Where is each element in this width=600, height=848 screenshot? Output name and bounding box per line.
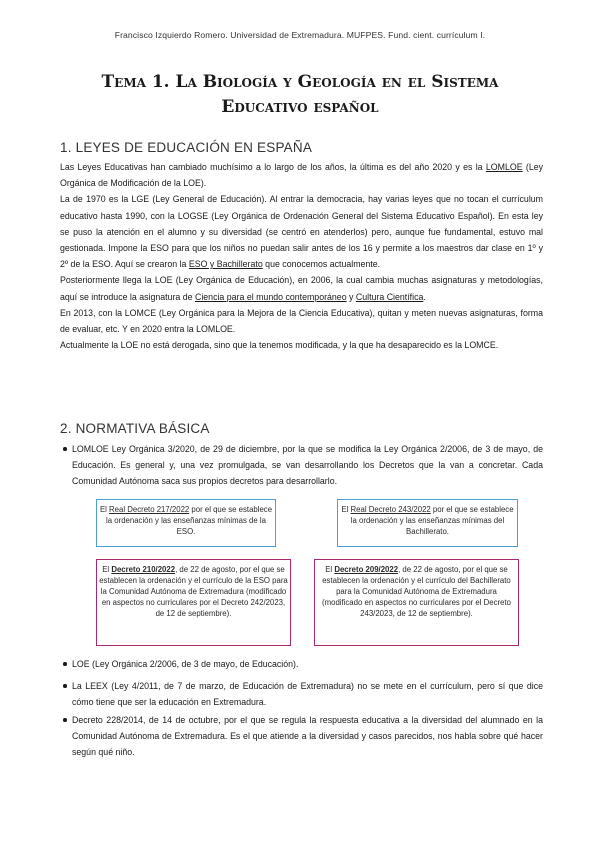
text: El [341,505,351,514]
link-real-decreto-243[interactable]: Real Decreto 243/2022 [350,505,431,514]
box-decreto-eso-extremadura [96,559,291,646]
text: (Ley Orgánica de Modificación de la LOE). [60,162,544,189]
text: por el que se establece la ordenación y las enseñanzas mínimas del Bachillerato. [350,505,514,536]
section-heading-1: 1. LEYES DE EDUCACIÓN EN ESPAÑA [60,140,313,155]
list-item-text: La LEEX (Ley 4/2011, de 7 de marzo, de Educación de Extremadura) no se mete en el currículum, pero sí que dice cómo tiene que ser la educación en Extremadura. [72,681,543,707]
bullet-icon [63,662,67,666]
text: por el que se establece la ordenación y las enseñanzas mínimas de la ESO. [106,505,273,536]
list-item [60,712,543,760]
text: Posteriormente llega la LOE (Ley Orgánica de Educación), en 2006, la cual cambia muchas asignaturas y metodologías, aquí se introduce la asignatura de [60,275,543,302]
bullet-icon [63,447,67,451]
text: El [102,565,112,574]
link-eso-bachillerato[interactable]: ESO y Bachillerato [188,259,263,270]
link-real-decreto-217[interactable]: Real Decreto 217/2022 [109,505,190,514]
text: y [346,291,356,302]
list-item [60,656,543,672]
bullet-icon [63,718,67,722]
list-item-text: LOMLOE Ley Orgánica 3/2020, de 29 de diciembre, por la que se modifica la Ley Orgánica 2/2006, de 3 de mayo, de Educación. Es general y, una vez promulgada, se van desarrollando los Decretos que la van a concretar. Cada Comunidad Autónoma saca sus propios decretos para desarrollarlo. [72,444,543,486]
paragraph [60,272,543,304]
text: que conocemos actualmente. [262,259,381,270]
section-heading-2: 2. NORMATIVA BÁSICA [60,421,210,436]
link-decreto-209[interactable]: Decreto 209/2022 [334,565,399,574]
paragraph [60,191,543,272]
paragraph: En 2013, con la LOMCE (Ley Orgánica para la Mejora de la Ciencia Educativa), quitan y meten nuevas asignaturas, forma de evaluar, etc. Y en 2020 entra la LOMLOE. [60,307,543,335]
bullet-icon [63,684,67,688]
list-item-text: LOE (Ley Orgánica 2/2006, de 3 de mayo, de Educación). [72,659,299,669]
section-1-body [60,159,543,353]
list-item [60,441,543,489]
text: Las Leyes Educativas han cambiado muchísimo a lo largo de los años, la última es del año 2020 y es la [60,162,486,172]
text: , de 22 de agosto, por el que se establecen la ordenación y el currículo de la ESO para la Comunidad Autónoma de Extremadura (modificado en aspectos no curriculares por el Decreto 242/2023, de 12 de septiembre). [99,565,288,618]
link-lomloe[interactable]: LOMLOE [485,162,523,172]
link-cultura-cientifica[interactable]: Cultura Científica [355,291,424,302]
page-header: Francisco Izquierdo Romero. Universidad de Extremadura. MUFPES. Fund. cient. currículum I. [114,30,486,40]
box-decreto-bachillerato-extremadura [314,559,519,646]
text: , de 22 de agosto, por el que se establecen la ordenación y el currículo del Bachillerato para la Comunidad Autónoma de Extremadura (modificado en aspectos no curriculares por el Decreto 243/2023, de 12 de septiembre). [322,565,511,618]
list-item-text: Decreto 228/2014, de 14 de octubre, por el que se regula la respuesta educativa a la diversidad del alumnado en la Comunidad Autónoma de Extremadura. Es el que atiende a la diversidad y casos parecidos, nos habla sobre qué hacer según qué niño. [72,715,543,757]
title-line-1: Tema 1. La Biología y Geología en el Sistema [101,72,499,92]
document-title [60,70,540,120]
paragraph [60,159,543,191]
text: El [99,505,110,514]
list-item [60,678,543,710]
text: . [423,291,426,302]
box-real-decreto-bachillerato [337,499,518,547]
box-real-decreto-eso [96,499,276,547]
text: El [325,565,335,574]
paragraph: Actualmente la LOE no está derogada, sino que la tenemos modificada, y la que ha desaparecido es la LOMCE. [60,340,499,351]
title-line-2: Educativo español [221,97,379,117]
link-ciencia-mundo[interactable]: Ciencia para el mundo contemporáneo [194,291,347,302]
link-decreto-210[interactable]: Decreto 210/2022 [111,565,176,574]
text: La de 1970 es la LGE (Ley General de Educación). Al entrar la democracia, hay varias leyes que no tocan el currículum educativo hasta 1990, con la LOGSE (Ley Orgánica de Ordenación General del Sistema Educativo Español). En esta ley se puso la atención en el alumno y su diversidad (se centró en atenderlos) pero, aunque fue fundamental, estuvo mal gestionada. Impone la ESO para que los niños no puedan salir antes de los 16 y permite a los maestros dar clase en 1º y 2º de la ESO. Aquí se crearon la [60,194,543,270]
